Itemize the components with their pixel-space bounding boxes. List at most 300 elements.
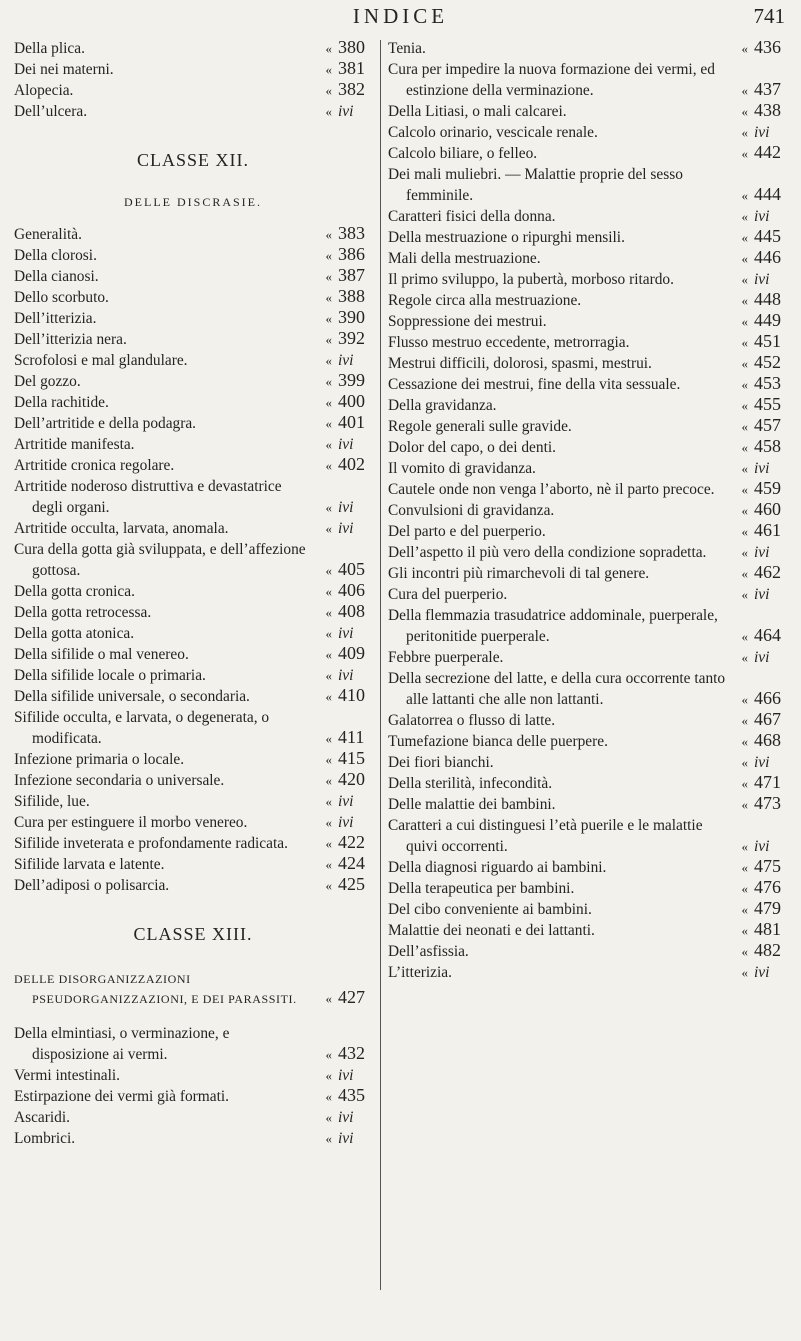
entry-page-number: 392 [338, 328, 365, 348]
entry-reference [742, 184, 789, 206]
entry-title: Generalità. [14, 226, 82, 243]
entry-reference [742, 478, 789, 500]
entry-title: Mestrui difficili, dolorosi, spasmi, mestrui. [388, 355, 652, 372]
section-heading: CLASSE XII. [136, 150, 249, 170]
index-entry [14, 287, 372, 308]
entry-page-number: 408 [338, 601, 365, 621]
entry-title: Regole generali sulle gravide. [388, 418, 572, 435]
entry-reference [326, 559, 373, 581]
entry-page-number: 471 [754, 772, 781, 792]
entry-reference [326, 1085, 373, 1107]
index-entry [388, 395, 788, 416]
entry-title: Dei mali muliebri. — Malattie proprie del sesso femminile. [388, 166, 683, 204]
entry-reference [326, 497, 373, 518]
entry-title: Della terapeutica per bambini. [388, 880, 575, 897]
entry-reference [326, 265, 373, 287]
entry-page-number: 411 [338, 727, 365, 747]
entry-reference [742, 415, 789, 437]
ditto-mark: « [741, 209, 748, 224]
ditto-mark: « [325, 584, 332, 599]
entry-reference [326, 812, 373, 833]
index-entry [14, 1128, 372, 1149]
entry-title: Della flemmazia trasudatrice addominale, puerperale, peritonitide puerperale. [388, 607, 718, 645]
entry-page-number: 442 [754, 142, 781, 162]
index-entry [14, 371, 372, 392]
ditto-mark: « [325, 62, 332, 77]
entry-title: Calcolo orinario, vescicale renale. [388, 124, 598, 141]
entry-page-number: 415 [338, 748, 365, 768]
entry-page-number: 386 [338, 244, 365, 264]
index-entry [14, 329, 372, 350]
index-entry [14, 413, 372, 434]
entry-page-number: 427 [338, 987, 365, 1007]
entry-title: Sifilide, lue. [14, 793, 90, 810]
index-entry [388, 353, 788, 374]
entry-reference [326, 101, 373, 122]
ditto-mark: « [741, 503, 748, 518]
index-entry [388, 899, 788, 920]
entry-page-number: 424 [338, 853, 365, 873]
ditto-mark: « [325, 626, 332, 641]
entry-page-number: 453 [754, 373, 781, 393]
entry-page-number: 481 [754, 919, 781, 939]
entry-page-number: ivi [754, 586, 770, 603]
entry-title: Della rachitide. [14, 394, 109, 411]
ditto-mark: « [325, 437, 332, 452]
entry-title: Dell’aspetto il più vero della condizione sopradetta. [388, 544, 707, 561]
index-entry [14, 224, 372, 245]
left-column [14, 38, 372, 1149]
entry-title: Della gotta atonica. [14, 625, 135, 642]
entry-page-number: 409 [338, 643, 365, 663]
ditto-mark: « [741, 545, 748, 560]
entry-title: Della plica. [14, 40, 85, 57]
entry-page-number: 381 [338, 58, 365, 78]
index-entry [388, 374, 788, 395]
index-entry [388, 584, 788, 605]
entry-title: L’itterizia. [388, 964, 452, 981]
entry-reference [742, 856, 789, 878]
ditto-mark: « [741, 461, 748, 476]
index-entry [388, 416, 788, 437]
index-entry [388, 962, 788, 983]
entry-title: Alopecia. [14, 82, 74, 99]
ditto-mark: « [741, 41, 748, 56]
entry-reference [742, 206, 789, 227]
index-entry [388, 101, 788, 122]
index-entry [388, 920, 788, 941]
entry-reference [326, 1043, 373, 1065]
entry-page-number: 468 [754, 730, 781, 750]
entry-reference [742, 625, 789, 647]
entry-reference [326, 223, 373, 245]
ditto-mark: « [325, 416, 332, 431]
ditto-mark: « [325, 311, 332, 326]
index-entry [14, 350, 372, 371]
entry-title: Della Litiasi, o mali calcarei. [388, 103, 567, 120]
entry-reference [326, 244, 373, 266]
entry-title: DELLE DISORGANIZZAZIONI PSEUDORGANIZZAZIONI, E DEI PARASSITI. [14, 972, 297, 1006]
page-header [0, 4, 801, 34]
entry-page-number: ivi [338, 520, 354, 537]
entry-reference [742, 352, 789, 374]
entry-title: Tenia. [388, 40, 426, 57]
entry-reference [326, 412, 373, 434]
index-entry [388, 794, 788, 815]
ditto-mark: « [741, 482, 748, 497]
entry-title: Mali della mestruazione. [388, 250, 541, 267]
index-entry [14, 434, 372, 455]
entry-page-number: 467 [754, 709, 781, 729]
entry-reference [326, 1065, 373, 1086]
entry-title: Dell’ulcera. [14, 103, 88, 120]
index-entry [14, 969, 372, 1009]
entry-page-number: 399 [338, 370, 365, 390]
entry-reference [326, 874, 373, 896]
ditto-mark: « [325, 83, 332, 98]
ditto-mark: « [325, 878, 332, 893]
entry-reference [326, 350, 373, 371]
entry-title: Sifilide inveterata e profondamente radicata. [14, 835, 288, 852]
ditto-mark: « [741, 356, 748, 371]
index-entry [14, 308, 372, 329]
entry-title: Gli incontri più rimarchevoli di tal genere. [388, 565, 650, 582]
index-entry [14, 1023, 372, 1065]
index-entry [14, 644, 372, 665]
entry-reference [742, 647, 789, 668]
index-entry [388, 122, 788, 143]
entry-reference [742, 898, 789, 920]
ditto-mark: « [741, 965, 748, 980]
index-entry [14, 518, 372, 539]
ditto-mark: « [325, 500, 332, 515]
page-number: 741 [753, 4, 785, 28]
entry-title: Vermi intestinali. [14, 1067, 121, 1084]
entry-title: Caratteri a cui distinguesi l’età puerile e le malattie quivi occorrenti. [388, 817, 703, 855]
entry-page-number: 422 [338, 832, 365, 852]
entry-page-number: 420 [338, 769, 365, 789]
entry-reference [742, 247, 789, 269]
index-entry [388, 563, 788, 584]
entry-title: Il vomito di gravidanza. [388, 460, 536, 477]
index-entry [388, 458, 788, 479]
entry-title: Della gotta retrocessa. [14, 604, 152, 621]
entry-reference [326, 727, 373, 749]
ditto-mark: « [741, 797, 748, 812]
index-entry [388, 605, 788, 647]
entry-reference [742, 730, 789, 752]
ditto-mark: « [325, 815, 332, 830]
entry-title: Della sifilide locale o primaria. [14, 667, 206, 684]
entry-reference [742, 436, 789, 458]
ditto-mark: « [325, 563, 332, 578]
entry-title: Febbre puerperale. [388, 649, 504, 666]
entry-page-number: 464 [754, 625, 781, 645]
index-entry [14, 791, 372, 812]
index-entry [388, 647, 788, 668]
entry-reference [742, 37, 789, 59]
index-entry [14, 101, 372, 122]
entry-reference [742, 458, 789, 479]
entry-page-number: 476 [754, 877, 781, 897]
ditto-mark: « [325, 668, 332, 683]
index-entry [388, 668, 788, 710]
index-entry [14, 38, 372, 59]
ditto-mark: « [325, 227, 332, 242]
ditto-mark: « [741, 398, 748, 413]
ditto-mark: « [741, 650, 748, 665]
ditto-mark: « [325, 374, 332, 389]
index-entry [388, 290, 788, 311]
entry-title: Infezione secondaria o universale. [14, 772, 225, 789]
index-entry [388, 941, 788, 962]
entry-page-number: 451 [754, 331, 781, 351]
entry-title: Il primo sviluppo, la pubertà, morboso ritardo. [388, 271, 674, 288]
page-title: INDICE [352, 4, 449, 28]
entry-title: Cura per impedire la nuova formazione dei vermi, ed estinzione della verminazione. [388, 61, 715, 99]
index-entry [388, 500, 788, 521]
ditto-mark: « [325, 41, 332, 56]
ditto-mark: « [741, 272, 748, 287]
entry-page-number: 475 [754, 856, 781, 876]
ditto-mark: « [741, 692, 748, 707]
index-entry [14, 602, 372, 623]
entry-reference [326, 1107, 373, 1128]
index-entry [14, 707, 372, 749]
entry-reference [326, 623, 373, 644]
ditto-mark: « [325, 731, 332, 746]
entry-page-number: ivi [338, 499, 354, 516]
entry-title: Dell’itterizia. [14, 310, 97, 327]
entry-reference [742, 542, 789, 563]
entry-reference [742, 310, 789, 332]
ditto-mark: « [741, 230, 748, 245]
entry-reference [742, 772, 789, 794]
entry-page-number: 444 [754, 184, 781, 204]
entry-reference [742, 709, 789, 731]
entry-title: Cautele onde non venga l’aborto, nè il parto precoce. [388, 481, 715, 498]
ditto-mark: « [325, 773, 332, 788]
right-column [388, 38, 788, 983]
entry-title: Della sterilità, infecondità. [388, 775, 553, 792]
entry-page-number: 432 [338, 1043, 365, 1063]
entry-title: Sifilide occulta, e larvata, o degenerata, o modificata. [14, 709, 270, 747]
ditto-mark: « [741, 944, 748, 959]
index-entry [388, 752, 788, 773]
entry-reference [326, 853, 373, 875]
index-entry [14, 476, 372, 518]
ditto-mark: « [325, 1131, 332, 1146]
entry-title: Della secrezione del latte, e della cura occorrente tanto alle lattanti che alle non lattanti. [388, 670, 726, 708]
entry-page-number: 438 [754, 100, 781, 120]
entry-page-number: ivi [754, 124, 770, 141]
entry-title: Della mestruazione o ripurghi mensili. [388, 229, 625, 246]
entry-title: Della sifilide o mal venereo. [14, 646, 189, 663]
entry-reference [326, 307, 373, 329]
index-entry [14, 1065, 372, 1086]
entry-page-number: ivi [754, 460, 770, 477]
ditto-mark: « [741, 419, 748, 434]
index-entry [14, 854, 372, 875]
ditto-mark: « [325, 269, 332, 284]
index-entry [388, 521, 788, 542]
index-entry [14, 539, 372, 581]
entry-title: Della diagnosi riguardo ai bambini. [388, 859, 607, 876]
index-entry [388, 227, 788, 248]
entry-title: Galatorrea o flusso di latte. [388, 712, 556, 729]
ditto-mark: « [741, 125, 748, 140]
entry-reference [326, 391, 373, 413]
ditto-mark: « [325, 605, 332, 620]
entry-page-number: 473 [754, 793, 781, 813]
ditto-mark: « [741, 923, 748, 938]
entry-page-number: 380 [338, 37, 365, 57]
ditto-mark: « [325, 1110, 332, 1125]
index-entry [14, 1086, 372, 1107]
entry-page-number: 461 [754, 520, 781, 540]
entry-page-number: 455 [754, 394, 781, 414]
entry-title: Malattie dei neonati e dei lattanti. [388, 922, 595, 939]
section-heading: CLASSE XIII. [133, 924, 253, 944]
entry-title: Dell’artritide e della podagra. [14, 415, 197, 432]
entry-reference [742, 331, 789, 353]
entry-page-number: ivi [338, 667, 354, 684]
entry-page-number: 405 [338, 559, 365, 579]
entry-title: Dell’adiposi o polisarcia. [14, 877, 170, 894]
entry-title: Cura della gotta già sviluppata, e dell’affezione gottosa. [14, 541, 306, 579]
entry-reference [326, 665, 373, 686]
ditto-mark: « [325, 857, 332, 872]
entry-page-number: ivi [338, 793, 354, 810]
entry-reference [742, 226, 789, 248]
entry-title: Della gotta cronica. [14, 583, 135, 600]
entry-reference [742, 877, 789, 899]
ditto-mark: « [741, 251, 748, 266]
index-entry [14, 665, 372, 686]
entry-title: Tumefazione bianca delle puerpere. [388, 733, 608, 750]
ditto-mark: « [325, 752, 332, 767]
entry-title: Del cibo conveniente ai bambini. [388, 901, 592, 918]
ditto-mark: « [325, 647, 332, 662]
ditto-mark: « [325, 104, 332, 119]
entry-title: Cura del puerperio. [388, 586, 508, 603]
index-entry [14, 749, 372, 770]
entry-reference [742, 289, 789, 311]
entry-page-number: 437 [754, 79, 781, 99]
ditto-mark: « [741, 293, 748, 308]
entry-reference [326, 286, 373, 308]
entry-reference [742, 688, 789, 710]
entry-title: Sifilide larvata e latente. [14, 856, 165, 873]
entry-page-number: 382 [338, 79, 365, 99]
entry-title: Soppressione dei mestrui. [388, 313, 547, 330]
index-entry [14, 686, 372, 707]
entry-reference [326, 748, 373, 770]
entry-reference [742, 394, 789, 416]
index-entry [14, 266, 372, 287]
index-entry [14, 623, 372, 644]
entry-title: Estirpazione dei vermi già formati. [14, 1088, 229, 1105]
ditto-mark: « [741, 440, 748, 455]
index-entry [14, 1107, 372, 1128]
index-entry [14, 455, 372, 476]
index-entry [388, 311, 788, 332]
entry-reference [742, 122, 789, 143]
entry-reference [742, 962, 789, 983]
entry-page-number: 479 [754, 898, 781, 918]
ditto-mark: « [741, 776, 748, 791]
entry-page-number: 435 [338, 1085, 365, 1105]
entry-reference [742, 79, 789, 101]
ditto-mark: « [741, 188, 748, 203]
entry-page-number: ivi [338, 103, 354, 120]
entry-title: Artritide occulta, larvata, anomala. [14, 520, 229, 537]
ditto-mark: « [325, 689, 332, 704]
entry-reference [742, 940, 789, 962]
entry-title: Scrofolosi e mal glandulare. [14, 352, 188, 369]
index-entry [14, 875, 372, 896]
entry-page-number: 482 [754, 940, 781, 960]
entry-page-number: ivi [754, 964, 770, 981]
ditto-mark: « [741, 314, 748, 329]
entry-page-number: ivi [754, 838, 770, 855]
entry-page-number: 436 [754, 37, 781, 57]
entry-page-number: 425 [338, 874, 365, 894]
ditto-mark: « [325, 395, 332, 410]
entry-title: Dell’asfissia. [388, 943, 469, 960]
entry-title: Flusso mestruo eccedente, metrorragia. [388, 334, 630, 351]
entry-page-number: ivi [338, 1067, 354, 1084]
entry-reference [326, 987, 373, 1009]
entry-reference [326, 328, 373, 350]
column-divider [380, 40, 381, 1290]
entry-page-number: ivi [754, 271, 770, 288]
ditto-mark: « [741, 335, 748, 350]
entry-title: Artritide manifesta. [14, 436, 135, 453]
entry-reference [742, 836, 789, 857]
entry-page-number: ivi [754, 649, 770, 666]
entry-page-number: 383 [338, 223, 365, 243]
entry-reference [742, 562, 789, 584]
entry-page-number: ivi [338, 1109, 354, 1126]
index-entry [388, 437, 788, 458]
entry-reference [742, 499, 789, 521]
entry-reference [326, 434, 373, 455]
entry-page-number: 387 [338, 265, 365, 285]
entry-reference [742, 752, 789, 773]
index-entry [14, 812, 372, 833]
entry-reference [326, 580, 373, 602]
entry-reference [326, 643, 373, 665]
entry-reference [326, 454, 373, 476]
index-entry [14, 245, 372, 266]
entry-reference [742, 520, 789, 542]
entry-page-number: 462 [754, 562, 781, 582]
entry-title: Dello scorbuto. [14, 289, 109, 306]
index-entry [388, 731, 788, 752]
index-entry [388, 206, 788, 227]
entry-title: Della elmintiasi, o verminazione, e disposizione ai vermi. [14, 1025, 230, 1063]
entry-page-number: 390 [338, 307, 365, 327]
ditto-mark: « [741, 713, 748, 728]
entry-title: Cessazione dei mestrui, fine della vita sessuale. [388, 376, 681, 393]
section-subheading: DELLE DISCRASIE. [124, 195, 262, 209]
ditto-mark: « [741, 587, 748, 602]
ditto-mark: « [325, 1047, 332, 1062]
index-entry [388, 269, 788, 290]
ditto-mark: « [325, 991, 332, 1006]
entry-page-number: ivi [338, 436, 354, 453]
